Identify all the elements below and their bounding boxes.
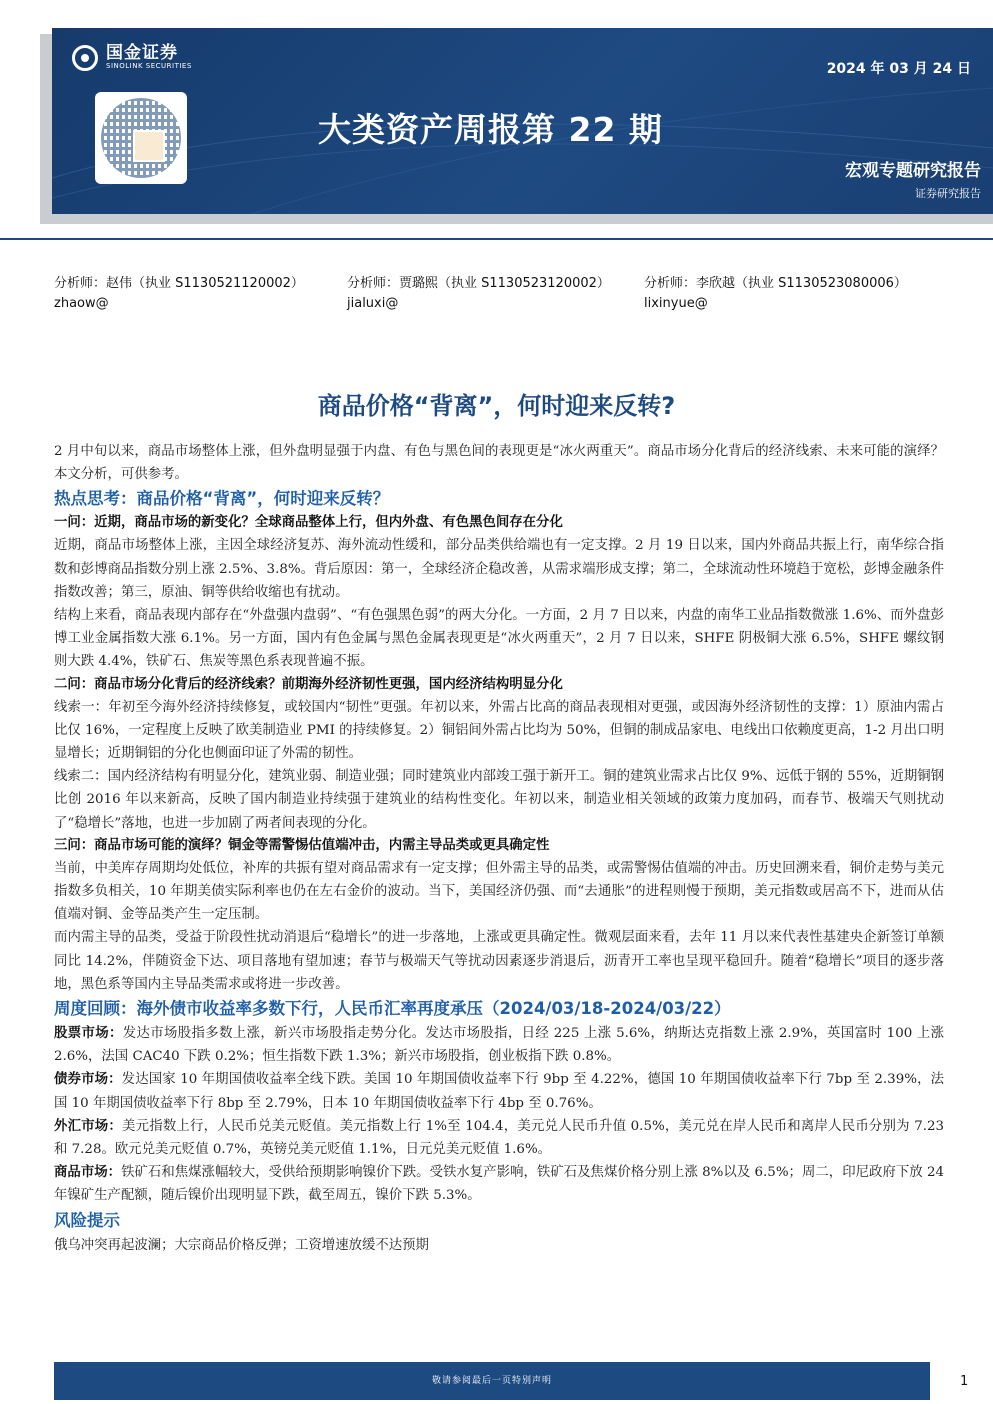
header-divider [0, 238, 993, 240]
fx-market-label: 外汇市场： [54, 1118, 123, 1134]
commodity-market-label: 商品市场： [54, 1165, 122, 1181]
commodity-market-text: 铁矿石和焦煤涨幅较大，受供给预期影响镍价下跌。受铁水复产影响，铁矿石及焦煤价格分别上涨 8%以及 6.5%；周二，印尼政府下放 24 年镍矿生产配额，随后镍价出现明显下跌，截至周五，镍价下跌 5.3%。 [54, 1165, 944, 1204]
section-weekly-review-title: 周度回顾：海外债市收益率多数下行，人民币汇率再度承压（2024/03/18-2024/03/22） [54, 999, 731, 1019]
article-headline: 商品价格“背离”，何时迎来反转? [317, 392, 676, 420]
report-date: 2024 年 03 月 24 日 [826, 61, 971, 77]
analyst-2-email: jialuxi@ [347, 296, 399, 311]
footer-notice: 敬请参阅最后一页特别声明 [54, 1362, 930, 1400]
question-2-paragraph-1: 线索一：年初至今海外经济持续修复，或较国内“韧性”更强。年初以来，外需占比高的商品表现相对更强，或因海外经济韧性的支撑：1）原油内需占比仅 16%，一定程度上反映了欧美制造业 PMI 的持续修复。2）铜铝间外需占比均为 50%，但铜的制成品家电、电线出口依赖度更高，1-2 月出口明显增长；近期铜铝的分化也侧面印证了外需的韧性。 [54, 699, 944, 762]
qr-code-center-logo [133, 130, 165, 162]
section-risk-title: 风险提示 [54, 1210, 120, 1230]
stock-market-text: 发达市场股指多数上涨，新兴市场股指走势分化。发达市场股指，日经 225 上涨 5.6%，纳斯达克指数上涨 2.9%，英国富时 100 上涨 2.6%，法国 CAC40 下跌 0.2%；恒生指数下跌 1.3%；新兴市场股指，创业板指下跌 0.8%。 [54, 1026, 944, 1065]
fx-market-text: 美元指数上行，人民币兑美元贬值。美元指数上行 1%至 104.4，美元兑人民币升值 0.5%，美元兑在岸人民币和离岸人民币分别为 7.23 和 7.28。欧元兑美元贬值 0.7%，英镑兑美元贬值 1.1%，日元兑美元贬值 1.6%。 [54, 1118, 945, 1158]
bond-market-paragraph [54, 1068, 944, 1114]
bond-market-label: 债券市场： [54, 1072, 122, 1088]
stock-market-paragraph [54, 1022, 944, 1068]
question-1-paragraph-2: 结构上来看，商品表现内部存在“外盘强内盘弱”、“有色强黑色弱”的两大分化。一方面，2 月 7 日以来，内盘的南华工业品指数微涨 1.6%、而外盘彭博工业金属指数大涨 6.1%。另一方面，国内有色金属与黑色金属表现更是“冰火两重天”，2 月 7 日以来，SHFE 阴极铜大涨 6.5%，SHFE 螺纹钢则大跌 4.4%，铁矿石、焦炭等黑色系表现普遍不振。 [54, 608, 944, 670]
bond-market-text: 发达国家 10 年期国债收益率全线下跌。美国 10 年期国债收益率下行 9bp 至 4.22%，德国 10 年期国债收益率下行 7bp 至 2.39%，法国 10 年期国债收益率下行 8bp 至 2.79%，日本 10 年期国债收益率下行 4bp 至 0.76%。 [54, 1072, 944, 1111]
analyst-3 [644, 274, 907, 314]
qr-code-pattern [101, 98, 181, 178]
brand-logo [72, 44, 192, 71]
analyst-3-email: lixinyue@ [644, 296, 708, 311]
report-type: 宏观专题研究报告 [845, 161, 981, 181]
brand-logo-icon [72, 45, 98, 71]
qr-code [95, 92, 187, 184]
stock-market-label: 股票市场： [54, 1026, 123, 1042]
question-2: 二问：商品市场分化背后的经济线索？前期海外经济韧性更强，国内经济结构明显分化 [54, 676, 563, 692]
report-title: 大类资产周报第 22 期 [318, 110, 663, 149]
question-3-paragraph-1: 当前，中美库存周期均处低位，补库的共振有望对商品需求有一定支撑；但外需主导的品类，或需警惕估值端的冲击。历史回溯来看，铜价走势与美元指数多负相关，10 年期美债实际利率也仍在左右金价的波动。当下，美国经济仍强、而“去通胀”的进程则慢于预期，美元指数或居高不下，进而从估值端对铜、金等品类产生一定压制。 [54, 860, 944, 923]
fx-market-paragraph [54, 1115, 944, 1161]
question-2-paragraph-2: 线索二：国内经济结构有明显分化，建筑业弱、制造业强；同时建筑业内部竣工强于新开工。铜的建筑业需求占比仅 9%、远低于钢的 55%，近期铜钢比创 2016 年以来新高，反映了国内制造业持续强于建筑业的结构性变化。年初以来，制造业相关领域的政策力度加码，而春节、极端天气则扰动了“稳增长”落地，也进一步加剧了两者间表现的分化。 [54, 769, 944, 831]
commodity-market-paragraph [54, 1161, 944, 1207]
analyst-3-name: 分析师：李欣越（执业 S1130523080006） [644, 276, 907, 291]
question-3-paragraph-2: 而内需主导的品类，受益于阶段性扰动消退后“稳增长”的进一步落地，上涨或更具确定性。微观层面来看，去年 11 月以来代表性基建央企新签订单额同比 14.2%，伴随资金下达、项目落地有望加速；春节与极端天气等扰动因素逐步消退后，沥青开工率也呈现平稳回升。随着“稳增长”项目的逐步落地，黑色系等国内主导品类需求或将进一步改善。 [54, 930, 944, 992]
section-hot-topic-title: 热点思考：商品价格“背离”，何时迎来反转？ [54, 489, 390, 509]
question-1: 一问：近期，商品市场的新变化？全球商品整体上行，但内外盘、有色黑色间存在分化 [54, 515, 563, 531]
page-number: 1 [960, 1374, 969, 1389]
risk-paragraph: 俄乌冲突再起波澜；大宗商品价格反弹；工资增速放缓不达预期 [54, 1237, 429, 1253]
analyst-list [54, 274, 984, 314]
article-body [54, 440, 944, 1257]
analyst-1 [54, 274, 347, 314]
analyst-1-name: 分析师：赵伟（执业 S1130521120002） [54, 276, 304, 291]
analyst-2 [347, 274, 644, 314]
question-1-paragraph-1: 近期，商品市场整体上涨，主因全球经济复苏、海外流动性缓和，部分品类供给端也有一定支撑。2 月 19 日以来，国内外商品共振上行，南华综合指数和彭博商品指数分别上涨 2.5%、3.8%。背后原因：第一，全球经济企稳改善，从需求端形成支撑；第二，全球流动性环境趋于宽松，彭博金融条件指数改善；第三，原油、铜等供给收缩也有扰动。 [54, 538, 944, 600]
brand-name-en: SINOLINK SECURITIES [106, 62, 192, 70]
analyst-1-email: zhaow@ [54, 296, 109, 311]
intro-paragraph: 2 月中旬以来，商品市场整体上涨，但外盘明显强于内盘、有色与黑色间的表现更是“冰火两重天”。商品市场分化背后的经济线索、未来可能的演绎？本文分析，可供参考。 [54, 444, 944, 483]
question-3: 三问：商品市场可能的演绎？铜金等需警惕估值端冲击，内需主导品类或更具确定性 [54, 837, 550, 853]
analyst-2-name: 分析师：贾璐熙（执业 S1130523120002） [347, 276, 610, 291]
report-subtype: 证券研究报告 [915, 187, 981, 200]
brand-name-cn: 国金证券 [106, 43, 178, 63]
